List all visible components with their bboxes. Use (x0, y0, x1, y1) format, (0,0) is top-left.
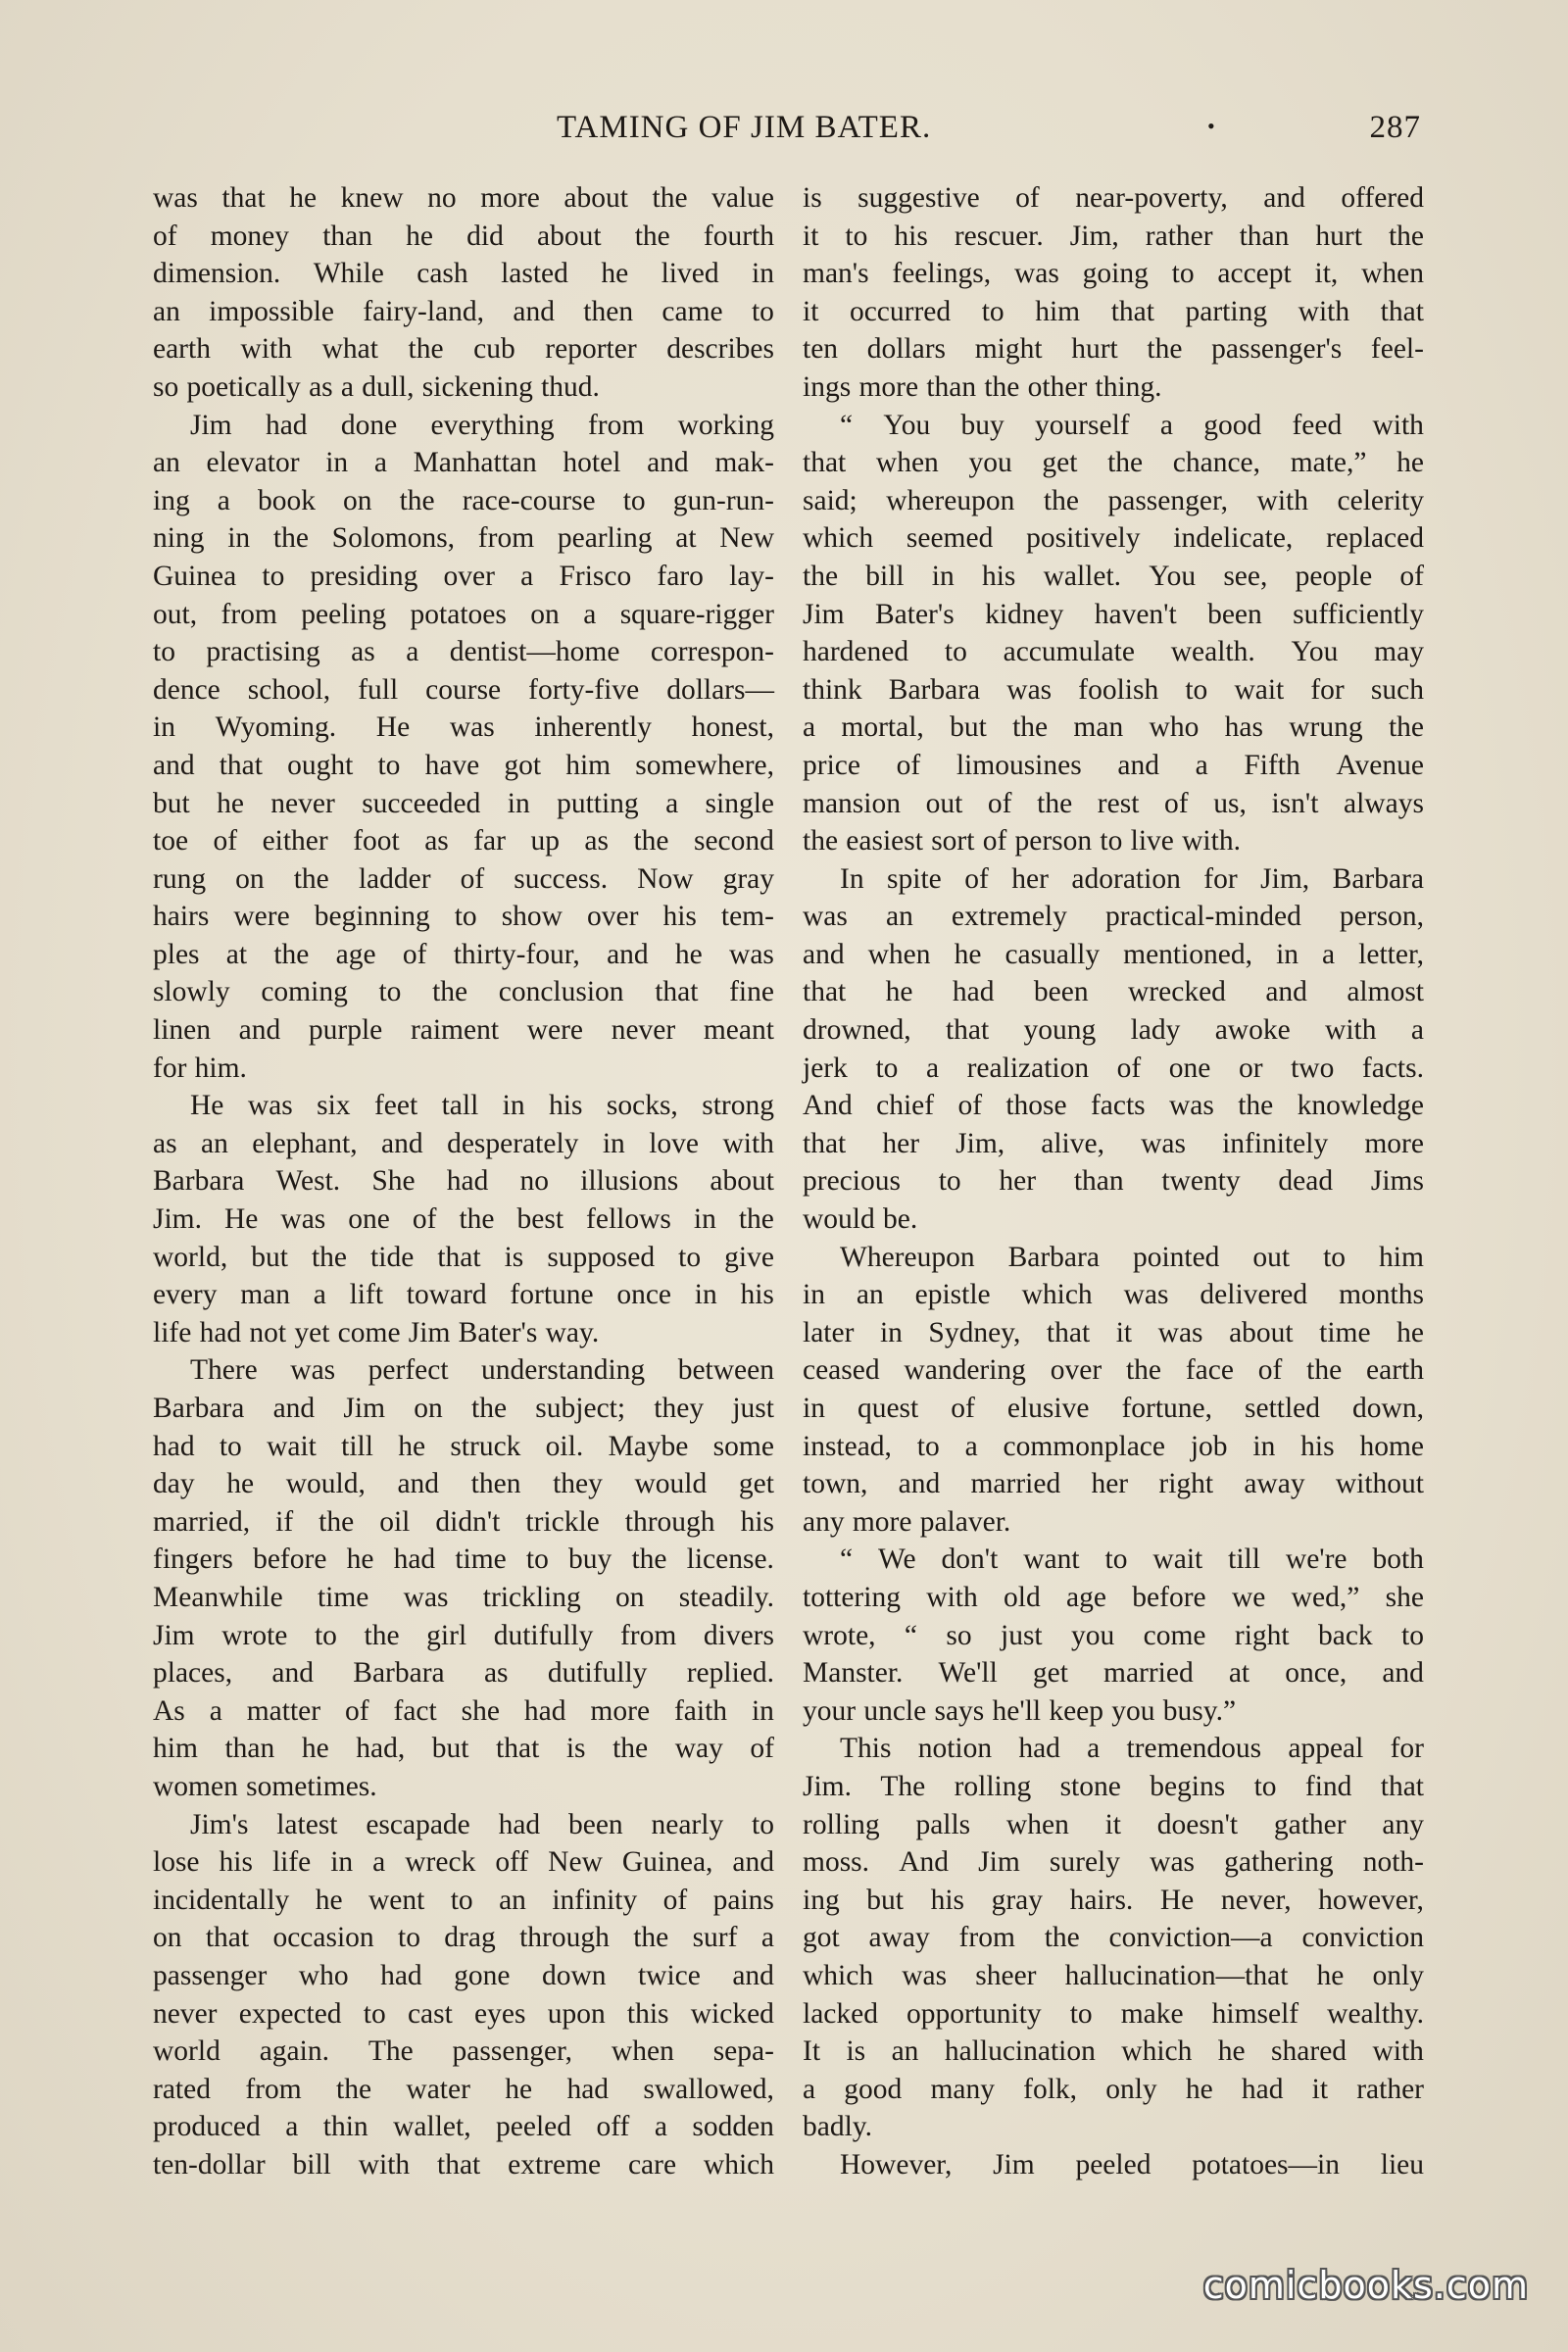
text-line: dimension. While cash lasted he lived in (153, 258, 774, 290)
text-line: later in Sydney, that it was about time he (803, 1316, 1424, 1348)
text-line: lacked opportunity to make himself wealthy. (803, 1997, 1424, 2030)
text-line: your uncle says he'll keep you busy.” (803, 1694, 1237, 1727)
text-line: It is an hallucination which he shared with (803, 2035, 1424, 2068)
text-line: slowly coming to the conclusion that fine (153, 976, 774, 1008)
text-line: that he had been wrecked and almost (803, 976, 1424, 1008)
text-line: ings more than the other thing. (803, 370, 1162, 403)
running-title: TAMING OF JIM BATER. (557, 110, 932, 145)
text-line: Guinea to presiding over a Frisco faro lay- (153, 560, 774, 592)
text-line: He was six feet tall in his socks, strong (190, 1090, 774, 1122)
text-line: ten dollars might hurt the passenger's feel- (803, 333, 1424, 366)
text-line: linen and purple raiment were never meant (153, 1014, 774, 1047)
text-line: ing a book on the race-course to gun-run- (153, 484, 774, 516)
text-line: it occurred to him that parting with that (803, 295, 1424, 327)
text-line: that when you get the chance, mate,” he (803, 447, 1424, 479)
page-number: 287 (1369, 110, 1421, 145)
text-line: drowned, that young lady awoke with a (803, 1014, 1424, 1047)
text-line: “ You buy yourself a good feed with (840, 409, 1424, 441)
text-line: to practising as a dentist—home correspon- (153, 636, 774, 668)
text-line: it to his rescuer. Jim, rather than hurt the (803, 220, 1424, 252)
text-line: on that occasion to drag through the surf a (153, 1922, 774, 1954)
text-line: world, but the tide that is supposed to give (153, 1241, 774, 1273)
text-line: Meanwhile time was trickling on steadily. (153, 1581, 774, 1613)
text-line: price of limousines and a Fifth Avenue (803, 749, 1424, 781)
text-line: earth with what the cub reporter describes (153, 333, 774, 366)
text-line: Jim Bater's kidney haven't been sufficiently (803, 598, 1424, 630)
text-line: instead, to a commonplace job in his home (803, 1430, 1424, 1462)
text-line: is suggestive of near-poverty, and offered (803, 182, 1424, 214)
text-line: There was perfect understanding between (190, 1354, 774, 1387)
text-line: any more palaver. (803, 1505, 1011, 1538)
text-line: Jim. The rolling stone begins to find that (803, 1770, 1424, 1802)
text-line: man's feelings, was going to accept it, when (803, 258, 1424, 290)
text-line: that her Jim, alive, was infinitely more (803, 1127, 1424, 1159)
text-line: an impossible fairy-land, and then came to (153, 295, 774, 327)
running-header (147, 110, 1421, 159)
text-line: would be. (803, 1203, 918, 1236)
watermark-logo: comicbooks.com (1202, 2264, 1529, 2307)
left-column (153, 179, 774, 2183)
text-line: married, if the oil didn't trickle through his (153, 1505, 774, 1538)
text-line: incidentally he went to an infinity of pains (153, 1884, 774, 1916)
text-line: fingers before he had time to buy the license. (153, 1544, 774, 1576)
text-line: ing but his gray hairs. He never, however, (803, 1884, 1424, 1916)
text-line: the bill in his wallet. You see, people of (803, 560, 1424, 592)
text-line: a good many folk, only he had it rather (803, 2073, 1424, 2105)
text-line: life had not yet come Jim Bater's way. (153, 1316, 600, 1348)
text-line: town, and married her right away without (803, 1468, 1424, 1500)
text-line: out, from peeling potatoes on a square-rigger (153, 598, 774, 630)
text-line: was an extremely practical-minded person, (803, 901, 1424, 933)
text-line: moss. And Jim surely was gathering noth- (803, 1846, 1424, 1879)
text-line: dence school, full course forty-five dollars— (153, 673, 774, 706)
text-line: and that ought to have got him somewhere, (153, 749, 774, 781)
text-line: as an elephant, and desperately in love with (153, 1127, 774, 1159)
text-line: him than he had, but that is the way of (153, 1733, 774, 1765)
text-line: was that he knew no more about the value (153, 182, 774, 214)
text-line: lose his life in a wreck off New Guinea, and (153, 1846, 774, 1879)
text-line: produced a thin wallet, peeled off a sodden (153, 2111, 774, 2143)
text-line: but he never succeeded in putting a single (153, 787, 774, 819)
text-line: day he would, and then they would get (153, 1468, 774, 1500)
text-line: passenger who had gone down twice and (153, 1959, 774, 1991)
text-line: a mortal, but the man who has wrung the (803, 711, 1424, 744)
text-line: which seemed positively indelicate, replaced (803, 522, 1424, 555)
text-line: badly. (803, 2111, 872, 2143)
right-column (803, 179, 1424, 2183)
text-line: for him. (153, 1052, 247, 1084)
text-line: world again. The passenger, when sepa- (153, 2035, 774, 2068)
text-line: Manster. We'll get married at once, and (803, 1657, 1424, 1690)
text-line: Jim. He was one of the best fellows in the (153, 1203, 774, 1236)
text-line: ten-dollar bill with that extreme care which (153, 2148, 774, 2180)
text-line: Jim wrote to the girl dutifully from divers (153, 1619, 774, 1651)
text-line: think Barbara was foolish to wait for such (803, 673, 1424, 706)
text-line: in Wyoming. He was inherently honest, (153, 711, 774, 744)
text-line: As a matter of fact she had more faith in (153, 1694, 774, 1727)
text-line: However, Jim peeled potatoes—in lieu (840, 2148, 1424, 2180)
text-line: precious to her than twenty dead Jims (803, 1165, 1424, 1198)
text-line: ceased wandering over the face of the earth (803, 1354, 1424, 1387)
text-line: jerk to a realization of one or two facts. (803, 1052, 1424, 1084)
text-line: toe of either foot as far up as the second (153, 825, 774, 858)
text-line: In spite of her adoration for Jim, Barbara (840, 862, 1424, 895)
text-line: so poetically as a dull, sickening thud. (153, 370, 600, 403)
text-line: rated from the water he had swallowed, (153, 2073, 774, 2105)
text-line: never expected to cast eyes upon this wicked (153, 1997, 774, 2030)
text-line: which was sheer hallucination—that he only (803, 1959, 1424, 1991)
text-line: women sometimes. (153, 1770, 377, 1802)
text-line: in an epistle which was delivered months (803, 1279, 1424, 1311)
text-line: And chief of those facts was the knowledge (803, 1090, 1424, 1122)
text-line: rolling palls when it doesn't gather any (803, 1808, 1424, 1840)
text-line: the easiest sort of person to live with. (803, 825, 1241, 858)
text-line: hairs were beginning to show over his tem- (153, 901, 774, 933)
text-line: an elevator in a Manhattan hotel and mak- (153, 447, 774, 479)
text-line: wrote, “ so just you come right back to (803, 1619, 1424, 1651)
text-line: and when he casually mentioned, in a letter, (803, 938, 1424, 970)
text-line: said; whereupon the passenger, with celerity (803, 484, 1424, 516)
text-line: Barbara and Jim on the subject; they just (153, 1393, 774, 1424)
text-line: rung on the ladder of success. Now gray (153, 862, 774, 895)
text-line: of money than he did about the fourth (153, 220, 774, 252)
text-line: in quest of elusive fortune, settled down, (803, 1393, 1424, 1424)
text-line: got away from the conviction—a conviction (803, 1922, 1424, 1954)
text-line: Barbara West. She had no illusions about (153, 1165, 774, 1198)
text-line: Jim's latest escapade had been nearly to (190, 1808, 774, 1840)
text-line: Jim had done everything from working (190, 409, 774, 441)
text-line: Whereupon Barbara pointed out to him (840, 1241, 1424, 1273)
text-line: “ We don't want to wait till we're both (840, 1544, 1424, 1576)
header-ornament: • (1207, 114, 1216, 138)
text-line: hardened to accumulate wealth. You may (803, 636, 1424, 668)
text-line: had to wait till he struck oil. Maybe some (153, 1430, 774, 1462)
text-line: tottering with old age before we wed,” she (803, 1581, 1424, 1613)
text-line: mansion out of the rest of us, isn't always (803, 787, 1424, 819)
text-line: every man a lift toward fortune once in his (153, 1279, 774, 1311)
text-line: ples at the age of thirty-four, and he was (153, 938, 774, 970)
text-line: ning in the Solomons, from pearling at New (153, 522, 774, 555)
text-line: This notion had a tremendous appeal for (840, 1733, 1424, 1765)
text-line: places, and Barbara as dutifully replied. (153, 1657, 774, 1690)
